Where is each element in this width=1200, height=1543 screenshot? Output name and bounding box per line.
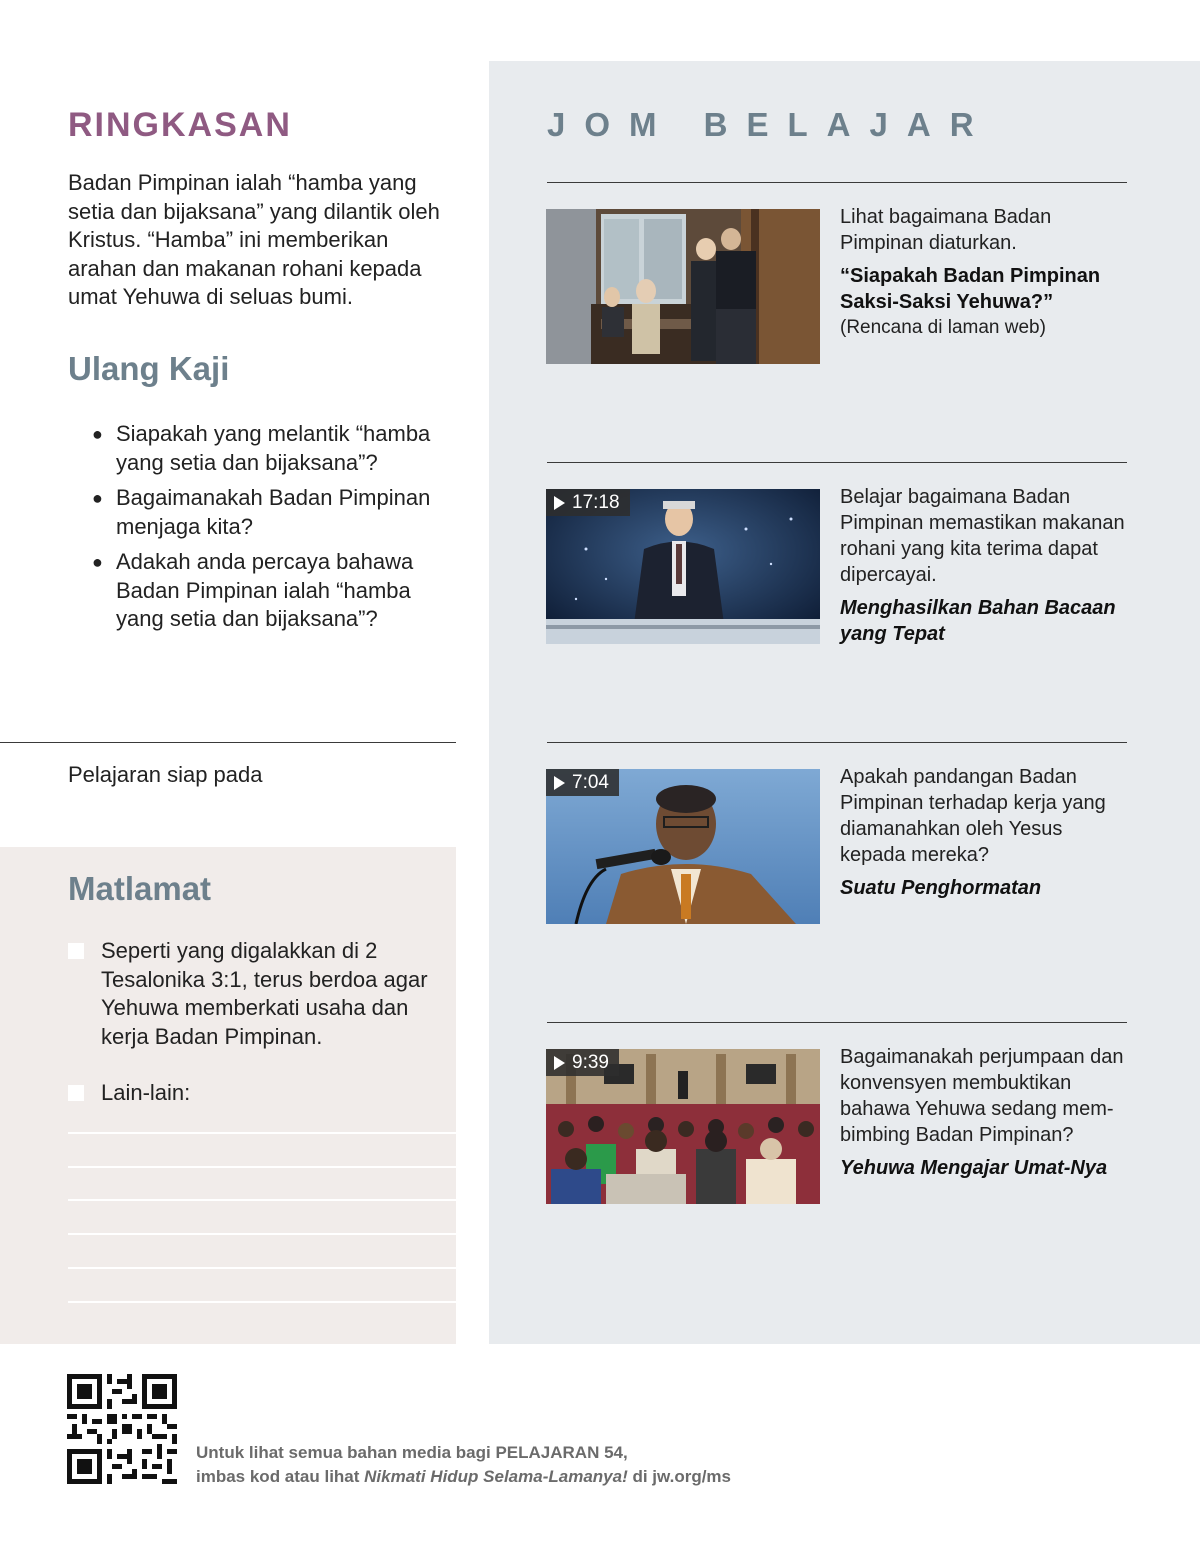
media-title[interactable]: Menghasilkan Bahan Bacaan yang Tepat <box>840 597 1116 645</box>
media-description: Lihat bagaimana Badan Pimpinan diaturkan. <box>840 206 1052 254</box>
ulang-kaji-heading: Ulang Kaji <box>68 350 230 387</box>
footer-line-1: Untuk lihat semua bahan media bagi PELAJARAN 54, <box>196 1443 628 1462</box>
website-link[interactable]: di jw.org/ms <box>627 1467 732 1486</box>
goal-checkbox[interactable] <box>68 1085 84 1101</box>
video-thumbnail[interactable] <box>546 1049 820 1204</box>
divider <box>547 742 1127 743</box>
writing-line[interactable] <box>68 1199 456 1201</box>
media-description: Belajar bagaimana Badan Pimpinan memastikan makanan rohani yang kita terima dapat dipercayai. <box>840 486 1125 586</box>
goal-checkbox[interactable] <box>68 943 84 959</box>
media-text <box>840 204 1130 341</box>
media-description: Apakah pandangan Badan Pimpinan terhadap kerja yang diamanahkan oleh Yesus kepada mereka? <box>840 766 1106 866</box>
media-subtitle: (Rencana di laman web) <box>840 317 1046 338</box>
goal-item[interactable]: Seperti yang digalakkan di 2 Tesalonika 3:1, terus berdoa agar Yehuwa memberkati usaha dan kerja Badan Pimpinan. <box>68 937 428 1051</box>
article-thumbnail[interactable] <box>546 209 820 364</box>
ringkasan-body: Badan Pimpinan ialah “hamba yang setia dan bijaksana” yang dilantik oleh Kristus. “Hamba” ini memberikan arahan dan makanan rohani kepada umat Yehuwa di seluas bumi. <box>68 170 440 309</box>
qr-code[interactable] <box>67 1374 177 1484</box>
lesson-ready-label: Pelajaran siap pada <box>68 762 263 787</box>
media-title[interactable]: “Siapakah Badan Pimpinan Saksi-Saksi Yehuwa?” <box>840 265 1101 313</box>
play-icon <box>554 496 565 510</box>
video-thumbnail[interactable] <box>546 489 820 644</box>
play-icon <box>554 1056 565 1070</box>
divider <box>0 742 456 743</box>
jom-belajar-heading: JOM BELAJAR <box>547 106 993 143</box>
matlamat-heading: Matlamat <box>68 870 212 907</box>
book-title: Nikmati Hidup Selama-Lamanya! <box>364 1467 628 1486</box>
footer-line-2: imbas kod atau lihat Nikmati Hidup Selama-Lamanya! di jw.org/ms <box>196 1467 732 1486</box>
duration-badge: 17:18 <box>546 489 630 516</box>
list-item: ● Siapakah yang melantik “hamba yang setia dan bijaksana”? <box>92 421 431 475</box>
writing-line[interactable] <box>68 1233 456 1235</box>
play-icon <box>554 776 565 790</box>
list-item: ● Adakah anda percaya bahawa Badan Pimpinan ialah “hamba yang setia dan bijaksana”? <box>92 549 414 631</box>
writing-line[interactable] <box>68 1132 456 1134</box>
media-title[interactable]: Suatu Penghormatan <box>840 877 1042 899</box>
duration-badge: 7:04 <box>546 769 619 796</box>
divider <box>547 462 1127 463</box>
footer-note <box>196 1441 731 1489</box>
bullet-icon: ● <box>92 488 103 508</box>
ringkasan-heading: RINGKASAN <box>68 106 292 144</box>
bullet-icon: ● <box>92 424 103 444</box>
list-item: ● Bagaimanakah Badan Pimpinan menjaga kita? <box>92 485 431 539</box>
ulang-kaji-list <box>92 420 462 641</box>
bullet-icon: ● <box>92 552 103 572</box>
media-title[interactable]: Yehuwa Mengajar Umat-Nya <box>840 1157 1108 1179</box>
video-thumbnail[interactable] <box>546 769 820 924</box>
writing-line[interactable] <box>68 1166 456 1168</box>
media-description: Bagaimanakah perjumpaan dan konvensyen membuktikan bahawa Yehuwa sedang membimbing Badan Pimpinan? <box>840 1046 1124 1146</box>
goal-item-other[interactable]: Lain-lain: <box>68 1079 428 1108</box>
writing-line[interactable] <box>68 1267 456 1269</box>
media-text <box>840 484 1130 647</box>
divider <box>547 1022 1127 1023</box>
writing-line[interactable] <box>68 1301 456 1303</box>
media-text <box>840 1044 1130 1181</box>
media-text <box>840 764 1130 901</box>
divider <box>547 182 1127 183</box>
duration-badge: 9:39 <box>546 1049 619 1076</box>
